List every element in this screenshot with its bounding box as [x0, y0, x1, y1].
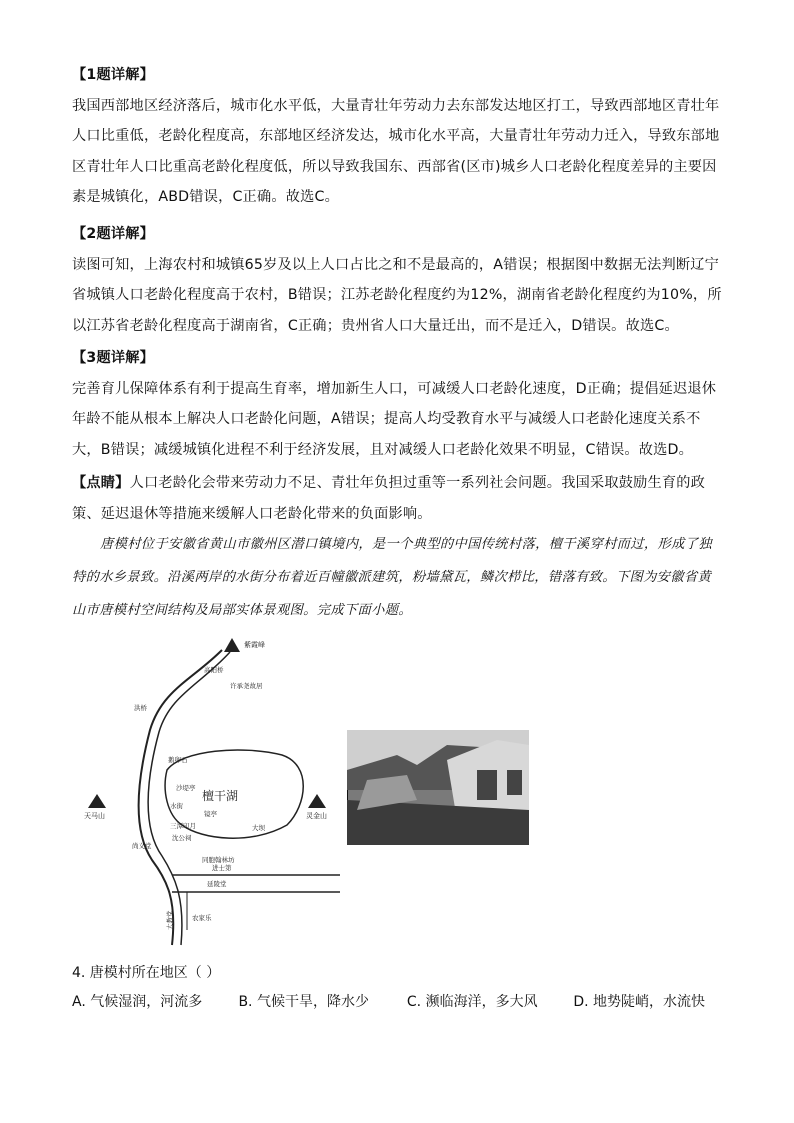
map-label: 水街 — [170, 802, 183, 810]
question-stem: 4. 唐模村所在地区（ ） — [72, 965, 221, 981]
tip-block — [72, 468, 722, 529]
village-photo — [347, 730, 529, 845]
answer-3-heading: 【3题详解】 — [72, 350, 155, 366]
map-label-vertical: 大教堂 — [166, 910, 174, 930]
answer-2-body: 读图可知，上海农村和城镇65岁及以上人口占比之和不是最高的，A错误；根据图中数据无法判断辽宁省城镇人口老龄化程度高于农村，B错误；江苏老龄化程度约为12%，湖南省老龄化程度约为10%，所以江苏省老龄化程度高于湖南省，C正确；贵州省人口大量迁出，而不是迁入，D错误。故选C。 — [72, 256, 722, 334]
map-label: 沙堤亭 — [176, 784, 196, 792]
answer-3-body: 完善育儿保障体系有利于提高生育率，增加新生人口，可减缓人口老龄化速度，D正确；提倡延迟退休年龄不能从根本上解决人口老龄化问题，A错误；提高人均受教育水平与减缓人口老龄化速度关系不大，B错误；减缓城镇化进程不利于经济发展，且对减缓人口老龄化效果不明显，C错误。故选D。 — [72, 380, 717, 458]
lake-label: 檀干湖 — [202, 789, 239, 803]
passage-intro: 唐模村位于安徽省黄山市徽州区潜口镇境内，是一个典型的中国传统村落，檀干溪穿村而过，形成了独特的水乡景致。沿溪两岸的水街分布着近百幢徽派建筑，粉墙黛瓦，鳞次栉比，错落有致。下图为安徽省黄山市唐模村空间结构及局部实体景观图。完成下面小题。 — [72, 537, 712, 618]
tip-heading: 【点睛】 — [72, 475, 130, 491]
map-label: 三潭印月 — [170, 822, 196, 830]
village-map — [72, 630, 352, 950]
map-label: 沈公祠 — [172, 834, 192, 842]
mountain-right-label: 灵金山 — [306, 812, 327, 820]
answer-1 — [72, 60, 722, 213]
map-label: 鹅卵石 — [168, 756, 188, 764]
answer-1-body: 我国西部地区经济落后，城市化水平低，大量青壮年劳动力去东部发达地区打工，导致西部地区青壮年人口比重低，老龄化程度高，东部地区经济发达，城市化水平高，大量青壮年劳动力迁入，导致东部地区青壮年人口比重高老龄化程度低，所以导致我国东、西部省(区市)城乡人口老龄化程度差异的主要因素是城镇化，ABD错误，C正确。故选C。 — [72, 97, 720, 205]
answer-3 — [72, 343, 722, 465]
option-c[interactable]: C. 濒临海洋，多大风 — [406, 994, 538, 1010]
map-label: 同胞翰林坊 — [202, 856, 235, 864]
map-label: 高阳桥 — [204, 666, 224, 674]
mountain-top-label: 紫霞峰 — [244, 641, 265, 649]
mountain-left-icon — [88, 794, 106, 808]
map-label: 洪桥 — [134, 704, 147, 712]
map-label: 许承尧故居 — [230, 682, 263, 690]
mountain-top-icon — [224, 638, 240, 652]
answer-2 — [72, 219, 722, 341]
map-label: 农家乐 — [192, 914, 212, 922]
tip-body: 人口老龄化会带来劳动力不足、青壮年负担过重等一系列社会问题。我国采取鼓励生育的政策、延迟退休等措施来缓解人口老龄化带来的负面影响。 — [72, 475, 706, 522]
option-b[interactable]: B. 气候干旱，降水少 — [238, 994, 369, 1010]
map-label: 大坝 — [252, 824, 265, 832]
mountain-left-label: 天马山 — [84, 812, 105, 820]
mountain-right-icon — [308, 794, 326, 808]
map-label: 镜亭 — [204, 810, 217, 818]
option-a[interactable]: A. 气候湿润，河流多 — [72, 994, 203, 1010]
map-label: 进士第 — [212, 864, 232, 872]
answer-1-heading: 【1题详解】 — [72, 67, 155, 83]
options-row — [72, 991, 705, 1011]
option-d[interactable]: D. 地势陡峭，水流快 — [573, 994, 706, 1010]
map-label: 延陵堂 — [207, 880, 227, 888]
answer-2-heading: 【2题详解】 — [72, 226, 155, 242]
map-label: 尚义堂 — [132, 842, 152, 850]
